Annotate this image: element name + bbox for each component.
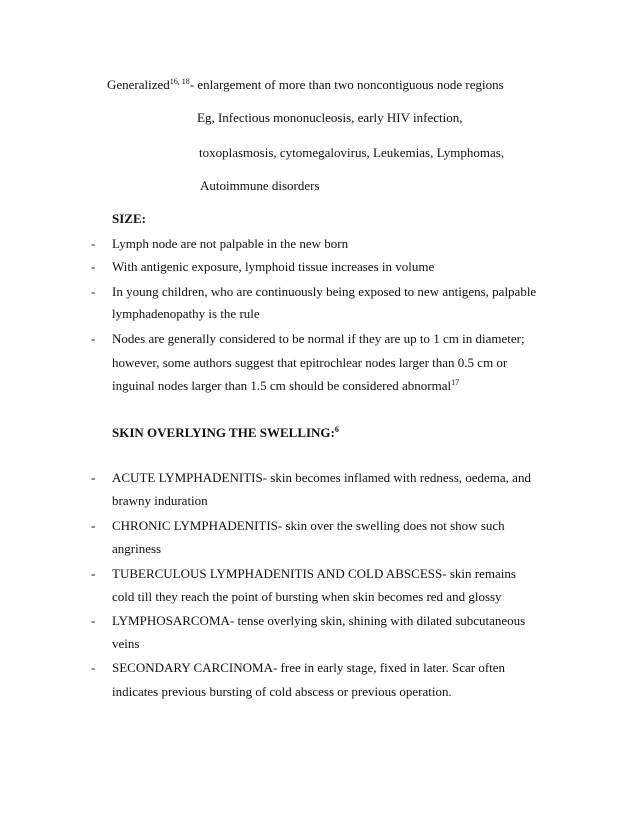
size-item-line: Nodes are generally considered to be normal if they are up to 1 cm in diameter; bbox=[112, 331, 525, 346]
size-item-line: With antigenic exposure, lymphoid tissue increases in volume bbox=[112, 259, 435, 274]
size-item-line: however, some authors suggest that epitrochlear nodes larger than 0.5 cm or bbox=[112, 355, 508, 370]
skin-item-line: TUBERCULOUS LYMPHADENITIS AND COLD ABSCESS- skin remains bbox=[112, 566, 516, 581]
bullet-dash: - bbox=[91, 236, 96, 251]
bullet-dash: - bbox=[91, 284, 96, 299]
skin-item-line: CHRONIC LYMPHADENITIS- skin over the swelling does not show such bbox=[112, 518, 505, 533]
generalized-example-line: toxoplasmosis, cytomegalovirus, Leukemias, Lymphomas, bbox=[199, 145, 505, 160]
skin-item-line: LYMPHOSARCOMA- tense overlying skin, shining with dilated subcutaneous bbox=[112, 613, 526, 628]
bullet-dash: - bbox=[91, 566, 96, 581]
bullet-dash: - bbox=[91, 660, 96, 675]
skin-item-line: ACUTE LYMPHADENITIS- skin becomes inflamed with redness, oedema, and bbox=[112, 470, 531, 485]
skin-item-line: brawny induration bbox=[112, 493, 208, 508]
skin-item-line: cold till they reach the point of bursting when skin becomes red and glossy bbox=[112, 589, 502, 604]
size-item-text: inguinal nodes larger than 1.5 cm should be considered abnormal bbox=[112, 378, 452, 393]
size-item-line: In young children, who are continuously being exposed to new antigens, palpable bbox=[112, 284, 537, 299]
generalized-label: Generalized bbox=[107, 77, 170, 92]
size-ref: 17 bbox=[451, 378, 460, 387]
bullet-dash: - bbox=[91, 470, 96, 485]
skin-item-line: veins bbox=[112, 636, 140, 651]
size-heading: SIZE: bbox=[112, 211, 146, 226]
generalized-text: - enlargement of more than two noncontiguous node regions bbox=[189, 77, 504, 92]
skin-heading-text: SKIN OVERLYING THE SWELLING: bbox=[112, 425, 335, 440]
bullet-dash: - bbox=[91, 259, 96, 274]
generalized-example-line: Eg, Infectious mononucleosis, early HIV infection, bbox=[197, 110, 463, 125]
bullet-dash: - bbox=[91, 518, 96, 533]
skin-item-line: angriness bbox=[112, 541, 162, 556]
skin-ref: 6 bbox=[334, 425, 339, 434]
generalized-ref: 16, 18 bbox=[169, 77, 190, 86]
bullet-dash: - bbox=[91, 613, 96, 628]
size-item-line: Lymph node are not palpable in the new born bbox=[112, 236, 349, 251]
skin-heading bbox=[112, 425, 339, 441]
size-item-line: lymphadenopathy is the rule bbox=[112, 306, 260, 321]
generalized-example-line: Autoimmune disorders bbox=[200, 178, 320, 193]
size-item-line bbox=[112, 378, 459, 394]
skin-item-line: SECONDARY CARCINOMA- free in early stage, fixed in later. Scar often bbox=[112, 660, 506, 675]
bullet-dash: - bbox=[91, 331, 96, 346]
generalized-line bbox=[107, 77, 504, 93]
skin-item-line: indicates previous bursting of cold abscess or previous operation. bbox=[112, 684, 452, 699]
